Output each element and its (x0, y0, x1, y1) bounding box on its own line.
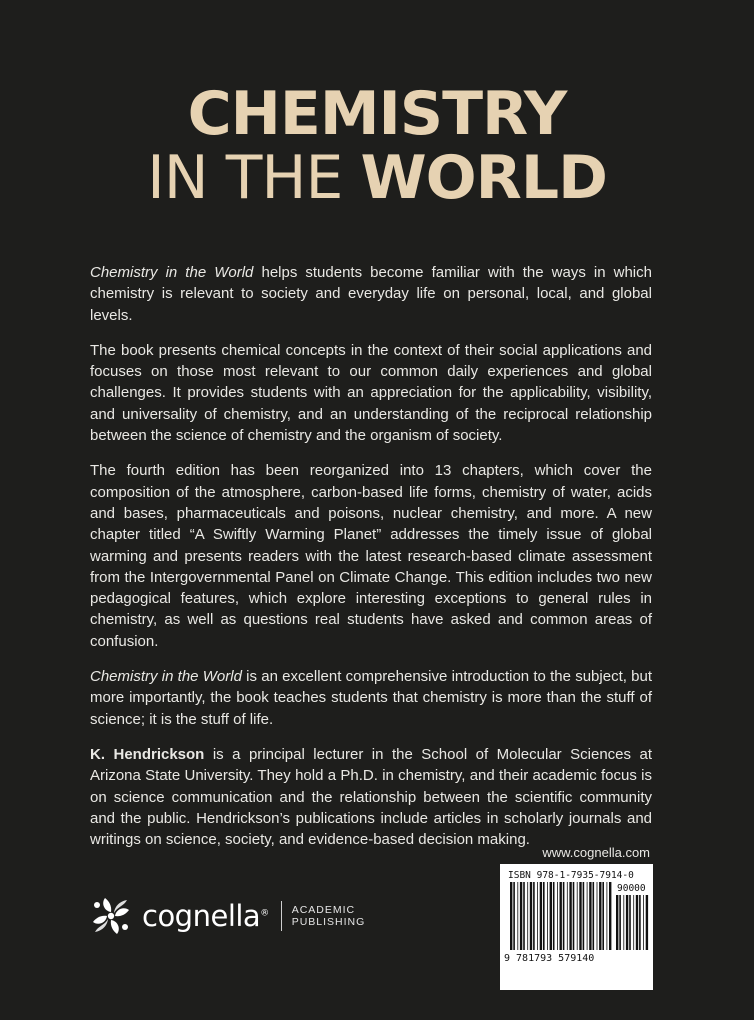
cognella-flower-logo-icon (88, 893, 134, 939)
blurb-p4-text: is an excellent comprehensive introduction to the subject, but more importantly, the book teaches students that chemistry is more than the stuff of science; it is the stuff of life. (90, 668, 652, 728)
title-line-2 (0, 143, 754, 213)
title-line-1: CHEMISTRY (187, 79, 567, 149)
author-bio-text: is a principal lecturer in the School of Molecular Sciences at Arizona State University. They hold a Ph.D. in chemistry, and their academic focus is on science communication and the relationship between the scientific community and the public. Hendrickson’s publications include articles in scholarly journals and writings on science, society, and evidence-based decision making. (90, 745, 652, 849)
blurb-paragraph-1 (90, 262, 652, 326)
author-name: K. Hendrickson (90, 745, 205, 763)
addon-number: 90000 (617, 883, 646, 894)
blurb-paragraph-4 (90, 666, 652, 730)
isbn-label: ISBN 978-1-7935-7914-0 (508, 870, 634, 881)
publisher-name (142, 899, 269, 933)
publisher-website: www.cognella.com (542, 845, 650, 860)
barcode-number: 9 781793 579140 (504, 953, 595, 964)
blurb-paragraph-3: The fourth edition has been reorganized into 13 chapters, which cover the composition of the atmosphere, carbon-based life forms, chemistry of water, acids and bases, pharmaceuticals and poisons, nuclear chemistry, and more. A new chapter titled “A Swiftly Warming Planet” addresses the timely issue of global warming and presents readers with the latest research-based climate assessment from the Intergovernmental Panel on Climate Change. This edition includes two new pedagogical features, which explore interesting exceptions to general rules in chemistry, as well as questions real students have asked and common areas of confusion. (90, 462, 652, 650)
book-title (0, 79, 754, 213)
isbn-barcode (500, 864, 653, 990)
book-title-italic-2: Chemistry in the World (90, 668, 242, 686)
barcode-graphic (500, 864, 653, 990)
publisher-name-text: cognella (142, 899, 261, 933)
title-line-2-normal: IN THE (147, 143, 361, 213)
ean13-barcode-icon (510, 882, 611, 950)
logo-divider (281, 901, 282, 931)
book-title-italic: Chemistry in the World (90, 264, 254, 281)
trademark-symbol: ® (260, 908, 269, 919)
blurb (90, 262, 652, 864)
author-bio (90, 744, 652, 850)
tagline-line-1: ACADEMIC (291, 904, 356, 916)
title-line-2-bold: WORLD (360, 143, 607, 213)
publisher-logo (88, 890, 365, 942)
publisher-tagline (292, 904, 366, 928)
tagline-line-2: PUBLISHING (291, 916, 366, 928)
blurb-p1-text: helps students become familiar with the ways in which chemistry is relevant to society and everyday life on personal, local, and global levels. (90, 264, 652, 324)
price-addon-barcode-icon (616, 895, 648, 950)
blurb-paragraph-2: The book presents chemical concepts in the context of their social applications and focuses on those most relevant to our common daily experiences and global challenges. It provides students with an appreciation for the applicability, visibility, and universality of chemistry, and an understanding of the reciprocal relationship between the science of chemistry and the organism of society. (90, 341, 652, 445)
